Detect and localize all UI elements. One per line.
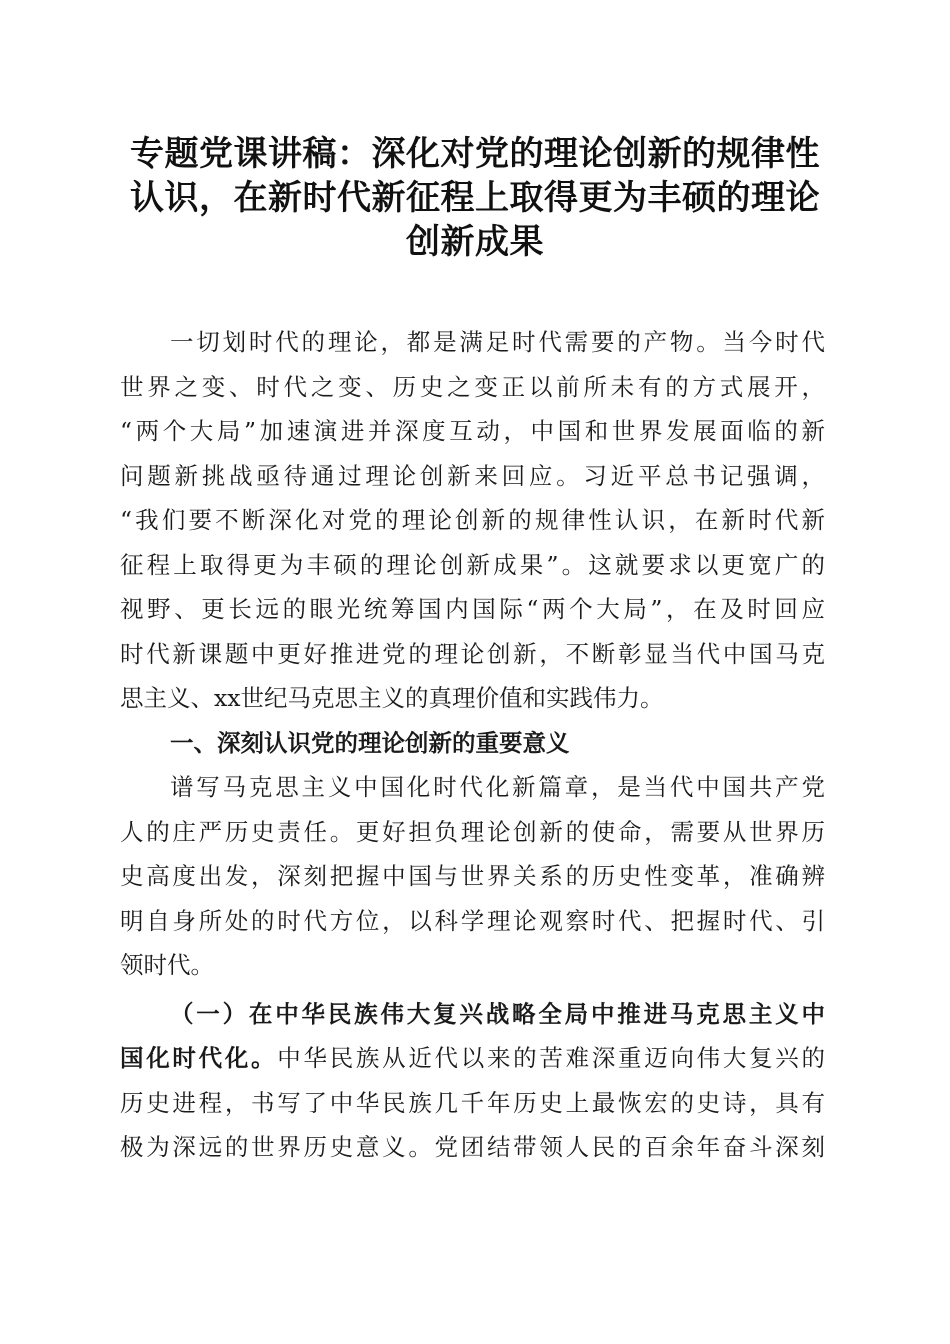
- text-line: 人的庄严历史责任。更好担负理论创新的使命，需要从世界历: [120, 817, 825, 846]
- text-line: “两个大局”加速演进并深度互动，中国和世界发展面临的新: [120, 417, 825, 445]
- text-line: 谱写马克思主义中国化时代化新篇章，是当代中国共产党: [170, 773, 825, 801]
- text-line: “我们要不断深化对党的理论创新的规律性认识，在新时代新: [120, 506, 825, 534]
- text-line: 一切划时代的理论，都是满足时代需要的产物。当今时代: [170, 328, 825, 356]
- text-line: 视野、更长远的眼光统筹国内国际“两个大局”，在及时回应: [120, 595, 825, 623]
- text-line: 征程上取得更为丰硕的理论创新成果”。这就要求以更宽广的: [120, 550, 825, 579]
- title-line: 专题党课讲稿：深化对党的理论创新的规律性: [130, 134, 820, 174]
- text-line: 历史进程，书写了中华民族几千年历史上最恢宏的史诗，具有: [120, 1088, 825, 1117]
- text-line: 时代新课题中更好推进党的理论创新，不断彰显当代中国马克: [120, 639, 825, 668]
- text-line: 思主义、xx世纪马克思主义的真理价值和实践伟力。: [120, 684, 664, 712]
- document-body: [120, 320, 825, 1170]
- document-title: [115, 132, 835, 264]
- subsection-lead-end: 国化时代化。: [120, 1044, 278, 1072]
- text-line: 世界之变、时代之变、历史之变正以前所未有的方式展开，: [120, 372, 825, 401]
- text-line: 极为深远的世界历史意义。党团结带领人民的百余年奋斗深刻: [120, 1133, 825, 1161]
- title-line: 创新成果: [406, 222, 544, 262]
- text-line: 问题新挑战亟待通过理论创新来回应。习近平总书记强调，: [120, 461, 825, 490]
- text-line: 领时代。: [120, 951, 214, 979]
- section-heading: 一、深刻认识党的理论创新的重要意义: [170, 728, 570, 757]
- subsection-lead-line: （一）在中华民族伟大复兴战略全局中推进马克思主义中: [170, 999, 825, 1028]
- text-line-rest: 中华民族从近代以来的苦难深重迈向伟大复兴的: [277, 1044, 826, 1072]
- text-line: 明自身所处的时代方位，以科学理论观察时代、把握时代、引: [120, 906, 825, 935]
- paragraph-intro: [120, 320, 825, 721]
- title-line: 认识，在新时代新征程上取得更为丰硕的理论: [130, 178, 820, 218]
- text-line: [120, 1036, 825, 1081]
- paragraph-significance: [120, 765, 825, 988]
- text-line: 史高度出发，深刻把握中国与世界关系的历史性变革，准确辨: [120, 862, 825, 890]
- paragraph-subsection-1: [120, 992, 825, 1170]
